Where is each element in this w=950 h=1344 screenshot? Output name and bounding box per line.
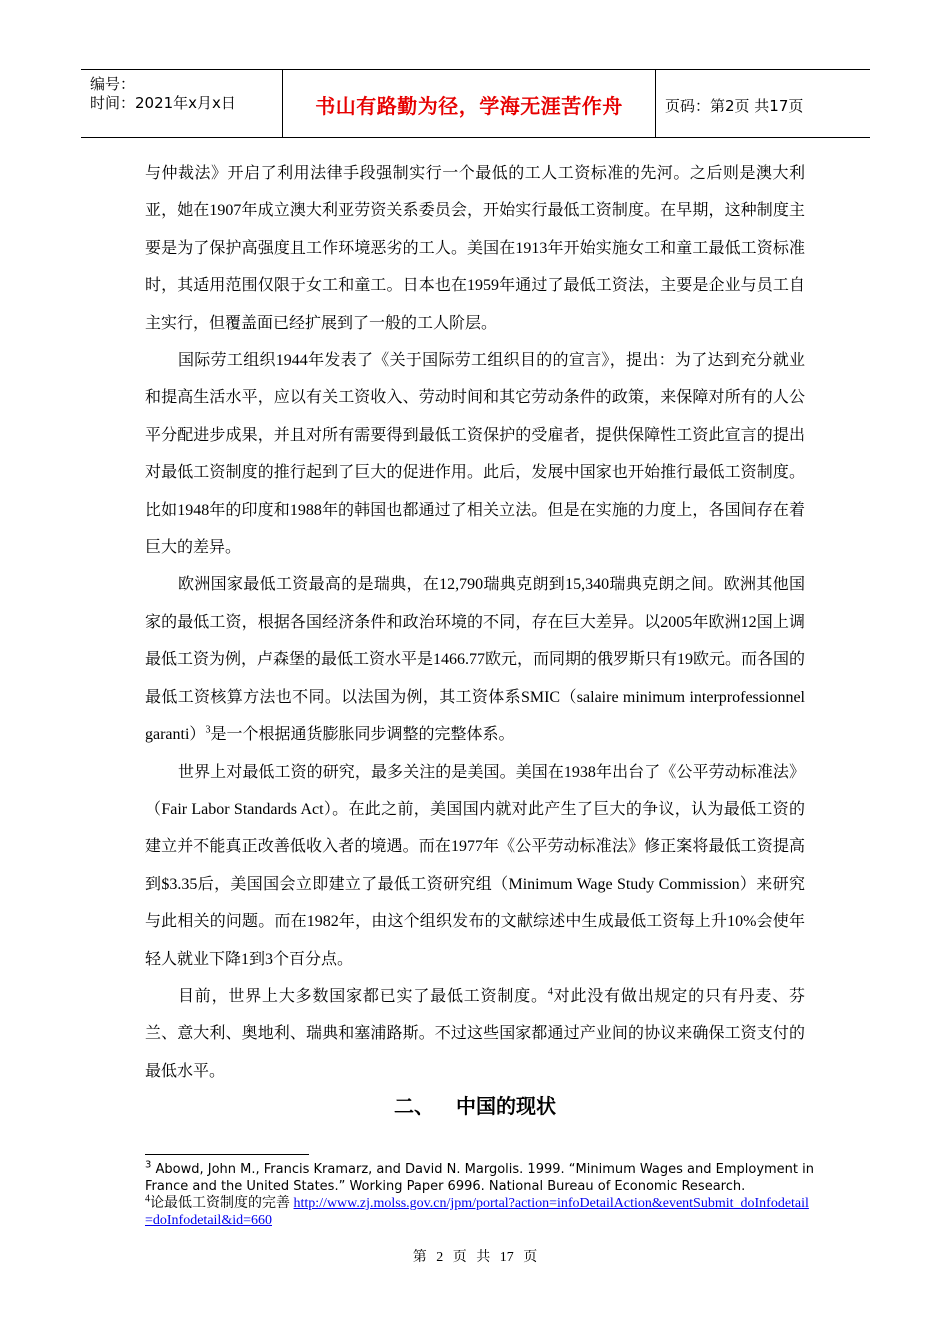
paragraph-4: 世界上对最低工资的研究，最多关注的是美国。美国在1938年出台了《公平劳动标准法》（Fair Labor Standards Act）。在此之前，美国国内就对此产生了巨大的争议，认为最低工资的建立并不能真正改善低收入者的境遇。而在1977年《公平劳动标准法》修正案将最低工资提高到$3.35后，美国国会立即建立了最低工资研究组（Minimum Wage Study Commission）来研究与此相关的问题。而在1982年，由这个组织发布的文献综述中生成最低工资每上升10%会使年轻人就业下降1到3个百分点。 — [145, 763, 805, 968]
header-motto-cell — [283, 70, 656, 137]
header-meta-cell — [81, 70, 283, 137]
header-page-cell — [656, 70, 870, 137]
paragraph-3: 欧洲国家最低工资最高的是瑞典，在12,790瑞典克朗到15,340瑞典克朗之间。欧洲其他国家的最低工资，根据各国经济条件和政治环境的不同，存在巨大差异。以2005年欧洲12国上调最低工资为例，卢森堡的最低工资水平是1466.77欧元，而同期的俄罗斯只有19欧元。而各国的最低工资核算方法也不同。以法国为例，其工资体系SMIC（salaire minimum interprofessionnel garanti）$^3$是一个根据通货膨胀同步调整的完整体系。 — [145, 576, 806, 744]
page-footer: 第 2 页 共 17 页 — [412, 1250, 538, 1265]
section-heading — [0, 1090, 950, 1119]
paragraph-1: 与仲裁法》开启了利用法律手段强制实行一个最低的工人工资标准的先河。之后则是澳大利亚，她在1907年成立澳大利亚劳资关系委员会，开始实行最低工资制度。在早期，这种制度主要是为了保护高强度且工作环境恶劣的工人。美国在1913年开始实施女工和童工最低工资标准时，其适用范围仅限于女工和童工。日本也在1959年通过了最低工资法，主要是企业与员工自主实行，但覆盖面已经扩展到了一般的工人阶层。 — [145, 165, 805, 332]
footnote-4: $^4$论最低工资制度的完善 http://www.zj.molss.gov.cn/jpm/portal?action=infoDetailAction&eventSubmit_doInfodetail=doInfodetail&id=660 — [145, 1193, 809, 1228]
document-date: 时间：2021年x月x日 — [90, 94, 236, 112]
body-text — [145, 155, 805, 1090]
paragraph-2: 国际劳工组织1944年发表了《关于国际劳工组织目的的宣言》，提出：为了达到充分就业和提高生活水平，应以有关工资收入、劳动时间和其它劳动条件的政策，来保障对所有的人公平分配进步成果，并且对所有需要得到最低工资保护的受雇者，提供保障性工资此宣言的提出对最低工资制度的推行起到了巨大的促进作用。此后，发展中国家也开始推行最低工资制度。比如1948年的印度和1988年的韩国也都通过了相关立法。但是在实施的力度上，各国间存在着巨大的差异。 — [145, 352, 805, 557]
header-page-info: 页码：第2页 共17页 — [665, 97, 804, 115]
footnote-3: $^3$ Abowd, John M., Francis Kramarz, and David N. Margolis. 1999. “Minimum Wages and Employment in France and the United States.” Working Paper 6996. National Bureau of Economic Research. — [145, 1159, 814, 1194]
footnote-separator — [145, 1154, 309, 1155]
page-header — [81, 69, 870, 138]
section-number: 二、 — [394, 1094, 434, 1118]
paragraph-5: 目前，世界上大多数国家都已实了最低工资制度。$^4$对此没有做出规定的只有丹麦、芬兰、意大利、奥地利、瑞典和塞浦路斯。不过这些国家都通过产业间的协议来确保工资支付的最低水平。 — [145, 986, 805, 1080]
footnote-link[interactable]: http://www.zj.molss.gov.cn/jpm/portal?action=infoDetailAction&eventSubmit_doInfodetail=doInfodetail&id=660 — [145, 1196, 809, 1228]
footnote-ref-4[interactable]: 4 — [547, 986, 553, 998]
motto-text: 书山有路勤为径，学海无涯苦作舟 — [315, 94, 623, 118]
footnote-ref-3[interactable]: 3 — [205, 724, 211, 736]
footnotes — [145, 1161, 815, 1229]
section-title: 中国的现状 — [456, 1094, 556, 1118]
document-number-label: 编号： — [90, 75, 136, 93]
